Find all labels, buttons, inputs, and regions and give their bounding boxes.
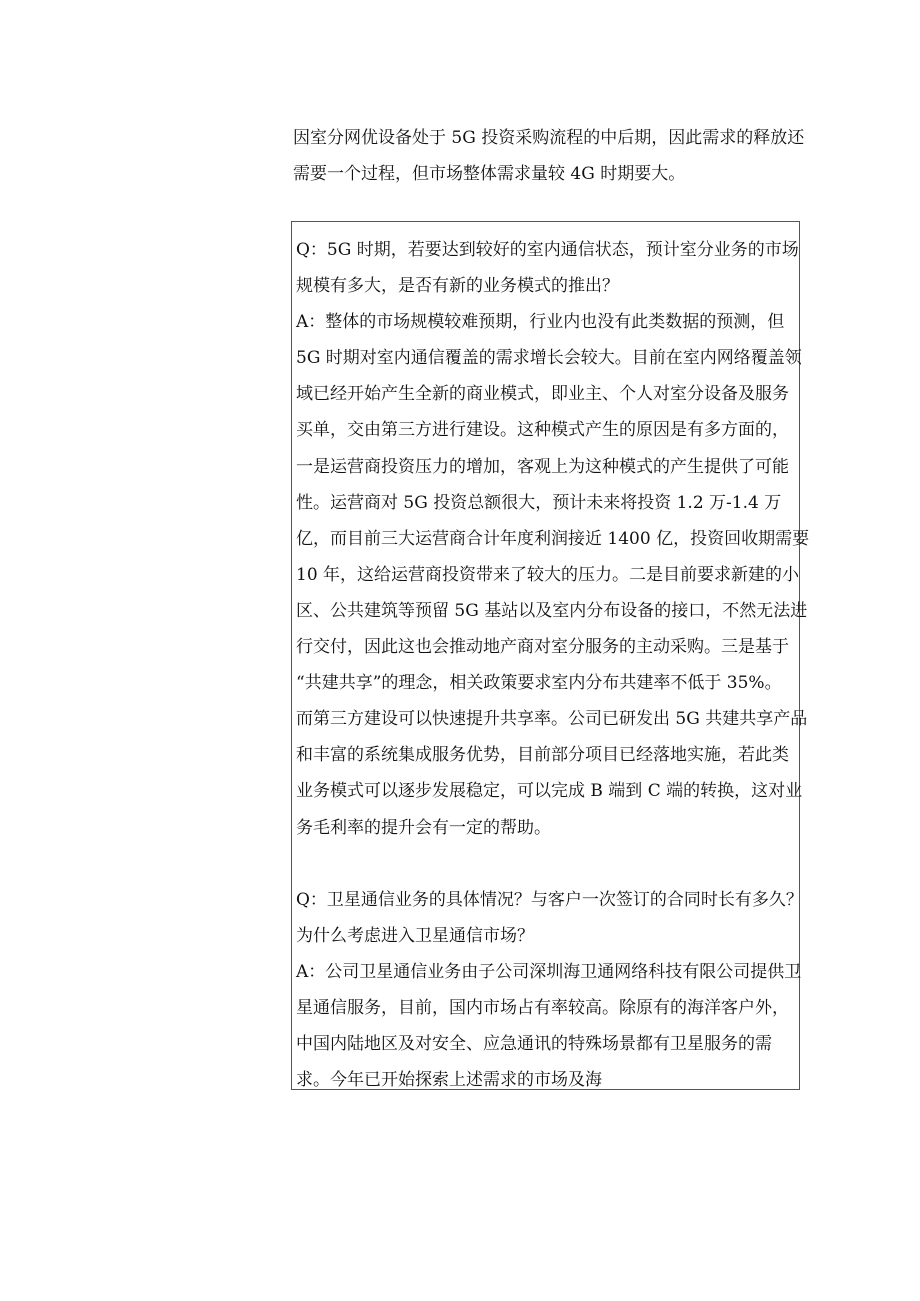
answer-line: 一是运营商投资压力的增加，客观上为这种模式的产生提供了可能 xyxy=(296,456,789,477)
question-line: Q：5G 时期，若要达到较好的室内通信状态，预计室分业务的市场 xyxy=(296,240,799,260)
answer-line: 亿，而目前三大运营商合计年度利润接近 1400 亿，投资回收期需要 xyxy=(296,528,810,549)
question-line: 规模有多大，是否有新的业务模式的推出？ xyxy=(296,276,619,297)
answer-line: 行交付，因此这也会推动地产商对室分服务的主动采购。三是基于 xyxy=(296,637,789,658)
intro-line: 需要一个过程，但市场整体需求量较 4G 时期要大。 xyxy=(293,164,686,184)
answer-line: 星通信服务，目前，国内市场占有率较高。除原有的海洋客户外， xyxy=(296,997,789,1018)
qa-table-cell xyxy=(291,221,810,1091)
answer-line: 务毛利率的提升会有一定的帮助。 xyxy=(296,817,551,838)
answer-line: 5G 时期对室内通信覆盖的需求增长会较大。目前在室内网络覆盖领 xyxy=(296,348,802,369)
answer-line: 和丰富的系统集成服务优势，目前部分项目已经落地实施，若此类 xyxy=(296,745,789,766)
answer-line: 域已经开始产生全新的商业模式，即业主、个人对室分设备及服务 xyxy=(296,384,789,405)
qa-text xyxy=(296,232,810,1098)
question-line: 为什么考虑进入卫星通信市场？ xyxy=(296,925,534,946)
blank-line xyxy=(296,846,796,882)
answer-line: 中国内陆地区及对安全、应急通讯的特殊场景都有卫星服务的需 xyxy=(296,1034,772,1055)
intro-line: 因室分网优设备处于 5G 投资采购流程的中后期，因此需求的释放还 xyxy=(293,128,805,148)
question-line: Q：卫星通信业务的具体情况？与客户一次签订的合同时长有多久？ xyxy=(296,889,803,910)
answer-line: 业务模式可以逐步发展稳定，可以完成 B 端到 C 端的转换，这对业 xyxy=(296,781,803,802)
answer-line: 10 年，这给运营商投资带来了较大的压力。二是目前要求新建的小 xyxy=(296,564,800,585)
answer-line: A：公司卫星通信业务由子公司深圳海卫通网络科技有限公司提供卫 xyxy=(296,961,802,982)
intro-paragraph xyxy=(293,120,813,192)
answer-line: 区、公共建筑等预留 5G 基站以及室内分布设备的接口，不然无法进 xyxy=(296,600,808,621)
answer-line: A：整体的市场规模较难预期，行业内也没有此类数据的预测，但 xyxy=(296,312,785,333)
answer-line: 而第三方建设可以快速提升共享率。公司已研发出 5G 共建共享产品 xyxy=(296,709,808,730)
answer-line: “共建共享”的理念，相关政策要求室内分布共建率不低于 35%。 xyxy=(296,673,782,694)
answer-line: 求。今年已开始探索上述需求的市场及海 xyxy=(296,1070,602,1091)
answer-line: 买单，交由第三方进行建设。这种模式产生的原因是有多方面的， xyxy=(296,420,789,441)
answer-line: 性。运营商对 5G 投资总额很大，预计未来将投资 1.2 万-1.4 万 xyxy=(296,492,782,513)
